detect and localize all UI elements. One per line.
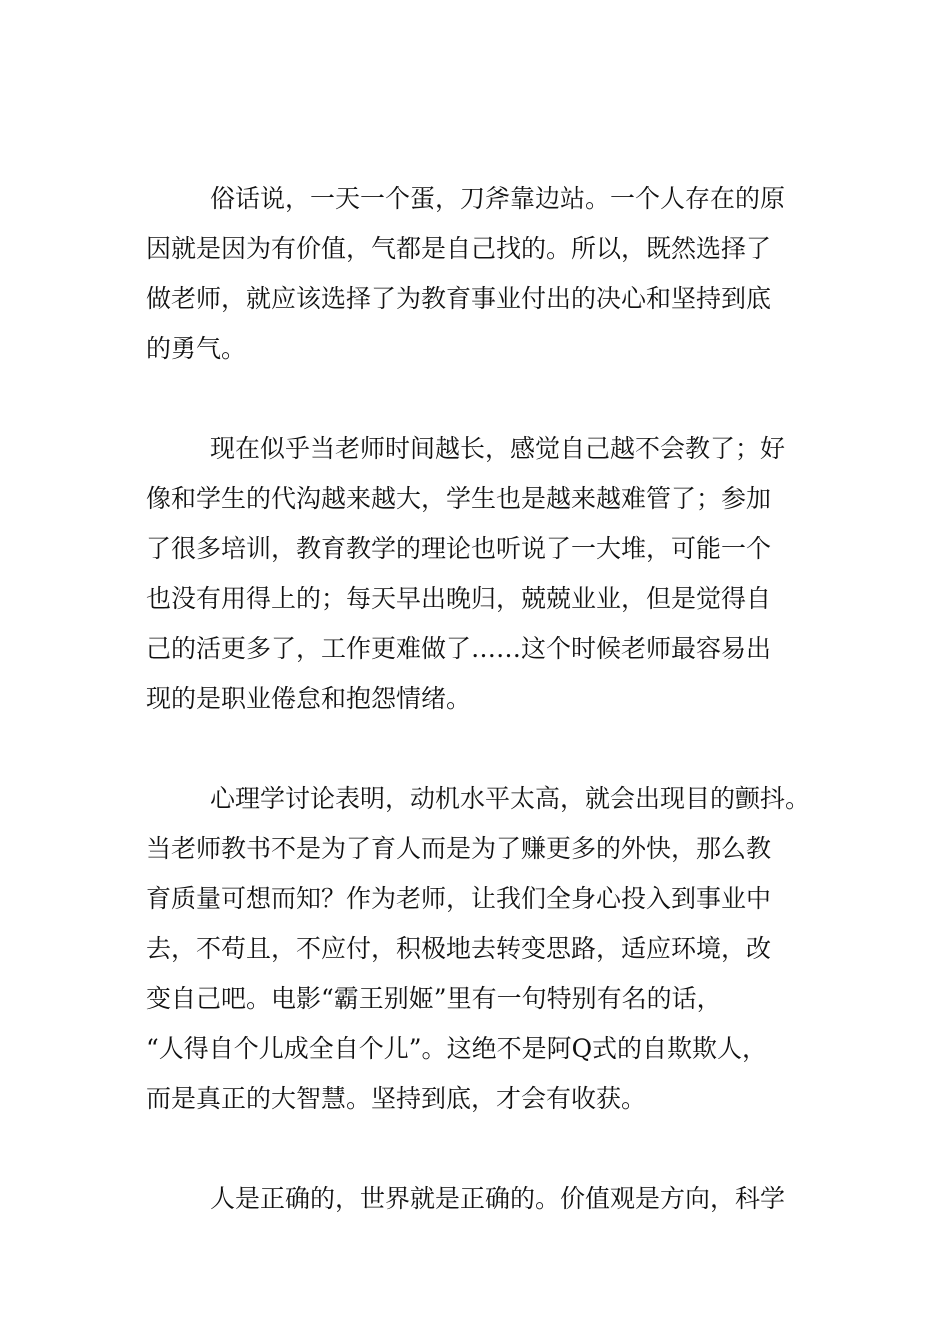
text-line: 的勇气。	[146, 334, 247, 363]
text-line: 心理学讨论表明，动机水平太高，就会出现目的颤抖。	[210, 784, 811, 813]
text-line: 而是真正的大智慧。坚持到底，才会有收获。	[146, 1084, 647, 1113]
paragraph-1	[146, 174, 818, 374]
text-line: 俗话说，一天一个蛋，刀斧靠边站。一个人存在的原	[210, 184, 786, 213]
text-line: 变自己吧。电影“霸王别姬”里有一句特别有名的话，	[146, 984, 722, 1013]
paragraph-4	[146, 1174, 818, 1224]
text-line: “人得自个儿成全自个儿”。这绝不是阿Q式的自欺欺人，	[146, 1034, 768, 1063]
text-line: 当老师教书不是为了育人而是为了赚更多的外快，那么教	[146, 834, 772, 863]
text-line: 做老师，就应该选择了为教育事业付出的决心和坚持到底	[146, 284, 772, 313]
text-line: 现的是职业倦怠和抱怨情绪。	[146, 684, 472, 713]
paragraph-3	[146, 774, 818, 1124]
text-line: 了很多培训，教育教学的理论也听说了一大堆，可能一个	[146, 534, 772, 563]
text-line: 也没有用得上的；每天早出晚归，兢兢业业，但是觉得自	[146, 584, 772, 613]
text-line: 去，不苟且，不应付，积极地去转变思路，适应环境，改	[146, 934, 772, 963]
text-line: 育质量可想而知？作为老师，让我们全身心投入到事业中	[146, 884, 772, 913]
text-line: 像和学生的代沟越来越大，学生也是越来越难管了；参加	[146, 484, 772, 513]
text-line: 人是正确的，世界就是正确的。价值观是方向，科学	[210, 1184, 786, 1213]
paragraph-2	[146, 424, 818, 724]
text-line: 因就是因为有价值，气都是自己找的。所以，既然选择了	[146, 234, 772, 263]
text-line: 现在似乎当老师时间越长，感觉自己越不会教了；好	[210, 434, 786, 463]
text-line: 己的活更多了，工作更难做了……这个时候老师最容易出	[146, 634, 772, 663]
